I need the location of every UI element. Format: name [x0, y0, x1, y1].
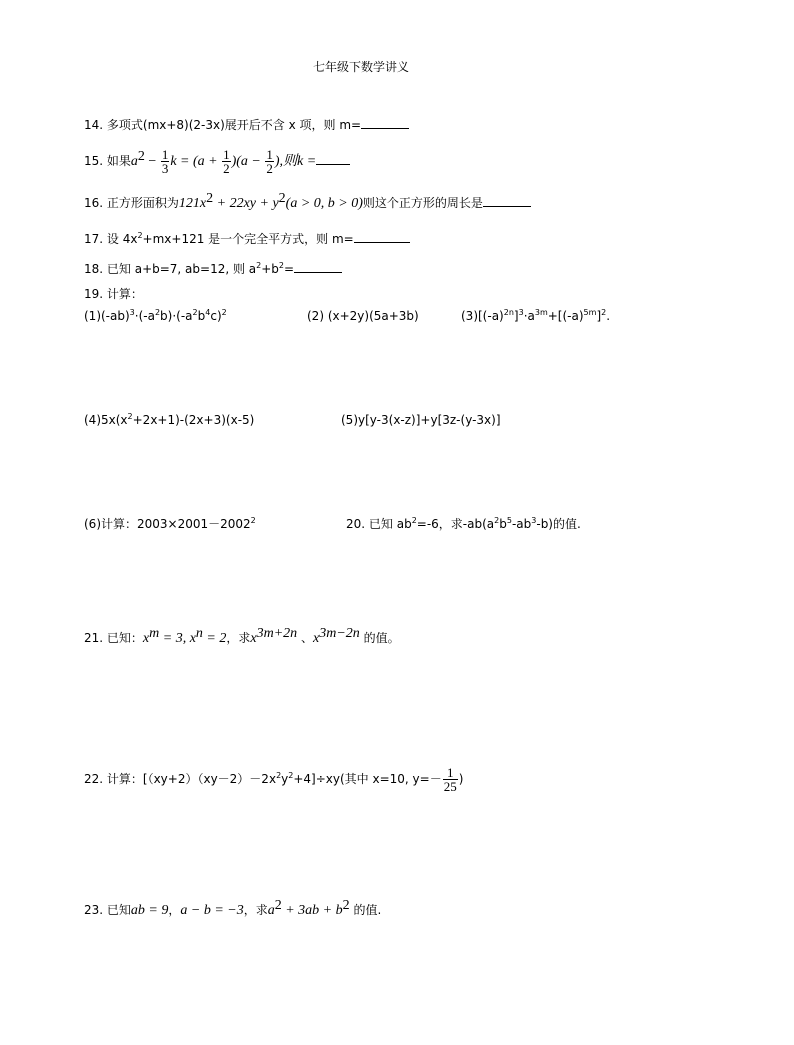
- denominator: 25: [443, 779, 457, 794]
- exponent: 2: [206, 191, 214, 206]
- denominator: 2: [266, 161, 273, 176]
- expr: c): [210, 309, 222, 323]
- expr: +2x+1)-(2x+3)(x-5): [132, 413, 255, 427]
- math-expr: x: [142, 631, 150, 646]
- fraction-one-twenty-fifth: [443, 766, 458, 793]
- expr: (3)[(-a): [461, 309, 504, 323]
- exponent: 2: [276, 771, 282, 780]
- question-16-suffix: 则这个正方形的周长是: [362, 196, 483, 210]
- numerator: 1: [443, 766, 458, 780]
- exponent: 2: [256, 261, 262, 270]
- question-17: [84, 230, 410, 247]
- expr: 的值。: [359, 631, 400, 645]
- answer-blank: [316, 152, 350, 165]
- exponent: 2: [278, 191, 286, 206]
- exponent: m: [149, 626, 160, 641]
- expr: (6)计算：2003×2001－2002: [84, 517, 251, 531]
- expr: b: [499, 517, 507, 531]
- math-expr: + 22xy + y: [213, 196, 279, 211]
- exponent: 5m: [583, 308, 597, 317]
- exponent: 2: [127, 412, 133, 421]
- math-expr: k = (a +: [170, 154, 222, 169]
- expr: ，求: [226, 631, 251, 645]
- exponent: n: [195, 626, 203, 641]
- exponent: 3: [531, 516, 537, 525]
- exponent: 4: [205, 308, 211, 317]
- question-19-title: 19. 计算：: [84, 287, 143, 301]
- denominator: 2: [223, 161, 230, 176]
- expr: b: [197, 309, 206, 323]
- answer-blank: [361, 116, 409, 129]
- expr: ，: [168, 903, 181, 917]
- expr: (4)5x(x: [84, 413, 128, 427]
- expr: ·a: [523, 309, 535, 323]
- expr: .: [606, 309, 611, 323]
- question-18-text: =: [284, 262, 295, 276]
- expr: ·(-a: [134, 309, 155, 323]
- expr: -ab: [511, 517, 532, 531]
- expr: 22. 计算：[（xy+2）（xy－2）－2x: [84, 772, 277, 786]
- math-expr: = 2: [202, 631, 227, 646]
- question-23: [84, 898, 382, 919]
- exponent: 2: [411, 516, 417, 525]
- expr: 20. 已知 ab: [346, 517, 412, 531]
- question-19-part-6: [84, 516, 256, 532]
- question-17-text: 17. 设 4x: [84, 232, 138, 246]
- exponent: 2: [250, 516, 256, 525]
- question-19-part-4: [84, 412, 254, 428]
- math-expr: 121x: [178, 196, 207, 211]
- answer-blank: [483, 194, 531, 207]
- expr: +[(-a): [547, 309, 584, 323]
- expr: (1)(-ab): [84, 309, 130, 323]
- expr: ): [458, 772, 464, 786]
- exponent: 2: [274, 898, 282, 913]
- exponent: 5: [506, 516, 512, 525]
- exponent: 2: [278, 261, 285, 270]
- math-expr: a − b = −3: [180, 903, 244, 918]
- expr: y: [281, 772, 289, 786]
- math-expr: a: [267, 903, 275, 918]
- question-22: [84, 766, 463, 793]
- math-expr: + 3ab + b: [281, 903, 343, 918]
- exponent: 2: [288, 771, 294, 780]
- math-k: k =: [297, 154, 317, 169]
- expr: ]: [513, 309, 519, 323]
- math-expr: x: [313, 631, 320, 646]
- fraction-one-half: [222, 148, 231, 175]
- question-19-part-3: [461, 308, 610, 324]
- expr: 、: [297, 631, 313, 645]
- answer-blank: [354, 230, 410, 243]
- numerator: 1: [266, 147, 273, 162]
- question-15-prefix: 15. 如果: [84, 154, 131, 168]
- expr: b)·(-a: [160, 309, 193, 323]
- exponent: 2: [601, 308, 607, 317]
- expr: +4]÷xy(其中 x=10, y=－: [293, 772, 442, 786]
- question-18-text: 18. 已知 a+b=7, ab=12, 则 a: [84, 262, 257, 276]
- math-condition: (a > 0, b > 0): [285, 196, 363, 211]
- fraction-one-half: [265, 148, 274, 175]
- question-16-prefix: 16. 正方形面积为: [84, 196, 179, 210]
- numerator: 1: [161, 147, 169, 162]
- exponent: 2n: [503, 308, 514, 317]
- question-20: [346, 516, 581, 532]
- exponent: 2: [342, 898, 350, 913]
- question-18-text: +b: [261, 262, 279, 276]
- exponent: 2: [494, 516, 500, 525]
- expr: 23. 已知: [84, 903, 131, 917]
- expr: =-6，求-ab(a: [416, 517, 495, 531]
- expr: ，求: [243, 903, 268, 917]
- math-expr: ab = 9: [130, 903, 169, 918]
- question-14-text: 14. 多项式(mx+8)(2-3x)展开后不含 x 项，则 m=: [84, 118, 362, 132]
- question-17-text: +mx+121 是一个完全平方式，则 m=: [142, 232, 354, 246]
- question-16: [84, 191, 531, 212]
- numerator: 1: [223, 147, 230, 162]
- math-a: a: [130, 154, 138, 169]
- question-19-part-5: (5)y[y-3(x-z)]+y[3z-(y-3x)]: [341, 413, 501, 427]
- question-21: [84, 626, 400, 647]
- denominator: 3: [161, 161, 169, 176]
- fraction-one-third: [161, 148, 170, 175]
- math-expr: ),则: [274, 154, 298, 169]
- exponent: 3m: [534, 308, 548, 317]
- exponent: 2: [192, 308, 198, 317]
- question-15: [84, 148, 350, 175]
- expr: -b)的值.: [536, 517, 581, 531]
- exponent: 3m−2n: [319, 626, 360, 641]
- minus-sign: −: [144, 154, 160, 169]
- page-title: 七年级下数学讲义: [313, 60, 410, 74]
- exponent: 2: [137, 231, 143, 240]
- expr: 21. 已知：: [84, 631, 143, 645]
- math-expr: = 3, x: [159, 631, 196, 646]
- answer-blank: [294, 260, 342, 273]
- question-18: [84, 260, 342, 277]
- math-expr: x: [250, 631, 257, 646]
- exponent: 2: [154, 308, 161, 317]
- question-19-part-2: (2) (x+2y)(5a+3b): [307, 309, 419, 323]
- expr: 的值.: [349, 903, 382, 917]
- exponent: 3m+2n: [256, 626, 298, 641]
- exponent: 2: [221, 308, 227, 317]
- question-19-part-1: [84, 308, 227, 324]
- math-expr: )(a −: [231, 154, 265, 169]
- exponent: 3: [518, 308, 524, 317]
- exponent: 3: [129, 308, 135, 317]
- question-14: [84, 116, 409, 133]
- expr: ]: [596, 309, 602, 323]
- exponent: 2: [137, 149, 145, 164]
